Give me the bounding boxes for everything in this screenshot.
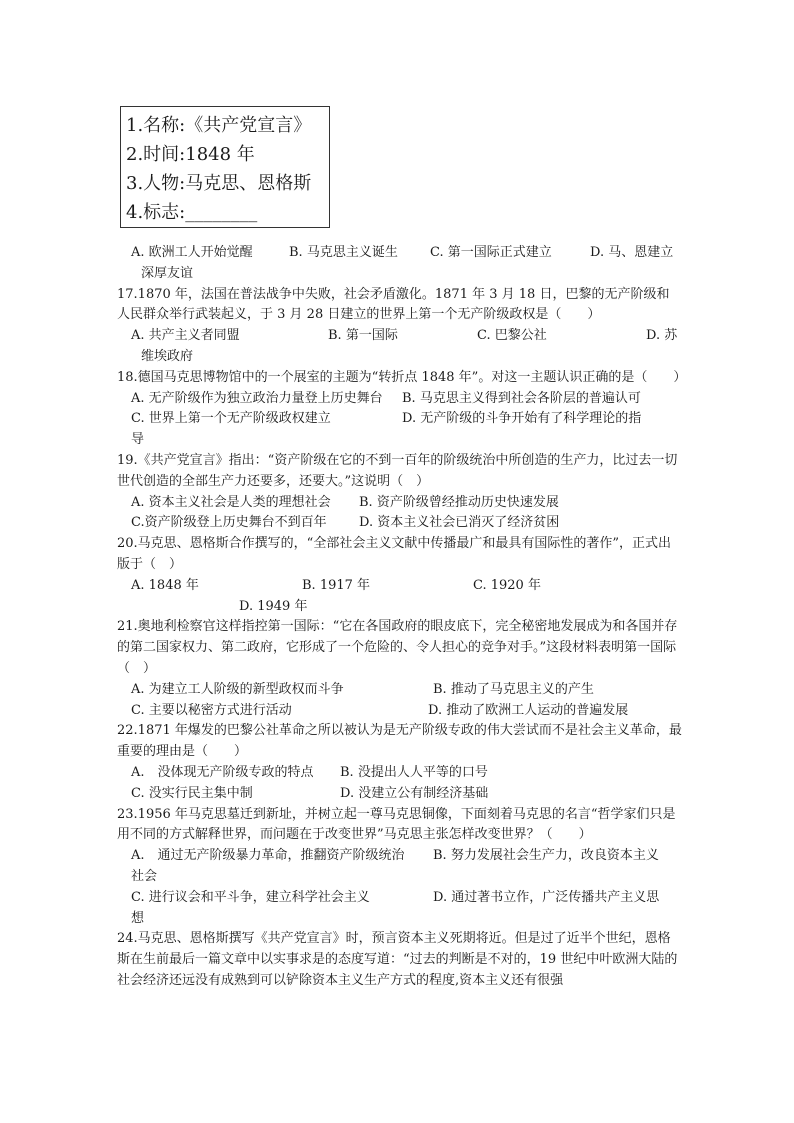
info-box [120,106,330,228]
q21-options [117,680,682,722]
q19-option-d: D. 资本主义社会已消灭了经济贫困 [359,515,560,531]
q17-option-d-cont: 维埃政府 [141,348,194,364]
q23-option-a: A. 通过无产阶级暴力革命，推翻资产阶级统治 [131,848,405,864]
q20-option-d: D. 1949 年 [239,598,308,614]
q22-stem: 22.1871 年爆发的巴黎公社革命之所以被认为是无产阶级专政的伟大尝试而不是社会主义革命，最重要的理由是（ ） [117,723,682,760]
q20-option-a: A. 1848 年 [131,577,199,593]
q18-option-d-cont: 导 [131,432,145,448]
q21-option-a: A. 为建立工人阶级的新型政权而斗争 [131,681,344,697]
q18-option-b: B. 马克思主义得到社会各阶层的普遍认可 [402,390,641,406]
info-people: 3.人物:马克思、恩格斯 [126,173,312,194]
q17-options [117,326,682,368]
q19-stem: 19.《共产党宣言》指出：“资产阶级在它的不到一百年的阶级统治中所创造的生产力，比过去一切世代创造的全部生产力还要多，还要大。”这说明（ ） [117,452,678,489]
q22-option-a: A. 没体现无产阶级专政的特点 [131,764,314,780]
q23-option-b: B. 努力发展社会生产力，改良资本主义 [433,848,659,864]
q24-stem: 24.马克思、恩格斯撰写《共产党宣言》时，预言资本主义死期将近。但是过了近半个世纪，恩格斯在生前最后一篇文章中以实事求是的态度写道：“过去的判断是不对的，19 世纪中叶欧洲大陆的社会经济还远没有成熟到可以铲除资本主义生产方式的程度,资本主义还有很强 [117,931,678,988]
q21-option-c: C. 主要以秘密方式进行活动 [131,702,292,718]
question-list [117,243,687,992]
q17-option-c: C. 巴黎公社 [477,328,547,344]
q20-stem: 20.马克思、恩格斯合作撰写的，“全部社会主义文献中传播最广和最具有国际性的著作”，正式出版于（ ） [117,536,671,572]
q16-options [117,243,682,285]
q18-stem: 18.德国马克思博物馆中的一个展室的主题为“转折点 1848 年”。对这一主题认识正确的是（ ） [117,369,687,385]
q16-option-c: C. 第一国际正式建立 [430,245,552,260]
q18-option-d: D. 无产阶级的斗争开始有了科学理论的指 [402,411,642,427]
q19-options [117,493,682,535]
q23-options [117,846,682,929]
q17-option-d: D. 苏 [646,328,678,344]
q17-option-b: B. 第一国际 [328,328,398,344]
q18-options [117,389,682,451]
q17-stem: 17.1870 年，法国在普法战争中失败，社会矛盾激化。1871 年 3 月 18 日，巴黎的无产阶级和人民群众举行武装起义，于 3 月 28 日建立的世界上第一个无产阶级政权是（ ） [117,286,670,323]
q22-option-b: B. 没提出人人平等的口号 [340,764,488,780]
q19-option-a: A. 资本主义社会是人类的理想社会 [131,494,331,510]
q16-option-b: B. 马克思主义诞生 [289,245,398,260]
q17-option-a: A. 共产主义者同盟 [131,328,240,344]
q18-option-c: C. 世界上第一个无产阶级政权建立 [131,411,331,427]
info-name: 1.名称:《共产党宣言》 [126,115,312,136]
q20-option-b: B. 1917 年 [302,577,371,593]
q23-option-d: D. 通过著书立作，广泛传播共产主义思 [433,889,660,905]
q23-option-b-cont: 社会 [131,868,158,884]
q19-option-b: B. 资产阶级曾经推动历史快速发展 [359,494,559,510]
q16-option-a: A. 欧洲工人开始觉醒 [131,245,253,260]
q21-option-d: D. 推动了欧洲工人运动的普遍发展 [428,702,629,718]
info-time: 2.时间:1848 年 [126,144,255,165]
q22-options [117,763,682,805]
q23-stem: 23.1956 年马克思墓迁到新址，并树立起一尊马克思铜像，下面刻着马克思的名言“哲学家们只是用不同的方式解释世界，而问题在于改变世界”马克思主张怎样改变世界？（ ） [117,806,676,843]
q21-option-b: B. 推动了马克思主义的产生 [433,681,594,697]
q20-options [117,576,682,618]
q22-option-d: D. 没建立公有制经济基础 [340,785,489,801]
q22-option-c: C. 没实行民主集中制 [131,785,253,801]
q18-option-a: A. 无产阶级作为独立政治力量登上历史舞台 [131,390,383,406]
q16-option-d: D. 马、恩建立 [590,245,674,260]
q20-option-c: C. 1920 年 [473,577,541,593]
info-sign: 4.标志:________ [126,202,258,223]
q23-option-c: C. 进行议会和平斗争，建立科学社会主义 [131,889,370,905]
q21-stem: 21.奥地利检察官这样指控第一国际：“它在各国政府的眼皮底下，完全秘密地发展成为和各国并存的第二国家权力、第二政府，它形成了一个危险的、令人担心的竞争对手。”这段材料表明第一国际（ ） [117,619,678,676]
q19-option-c: C.资产阶级登上历史舞台不到百年 [131,515,327,531]
q23-option-d-cont: 想 [131,910,145,926]
q16-option-d-cont: 深厚友谊 [141,265,194,281]
